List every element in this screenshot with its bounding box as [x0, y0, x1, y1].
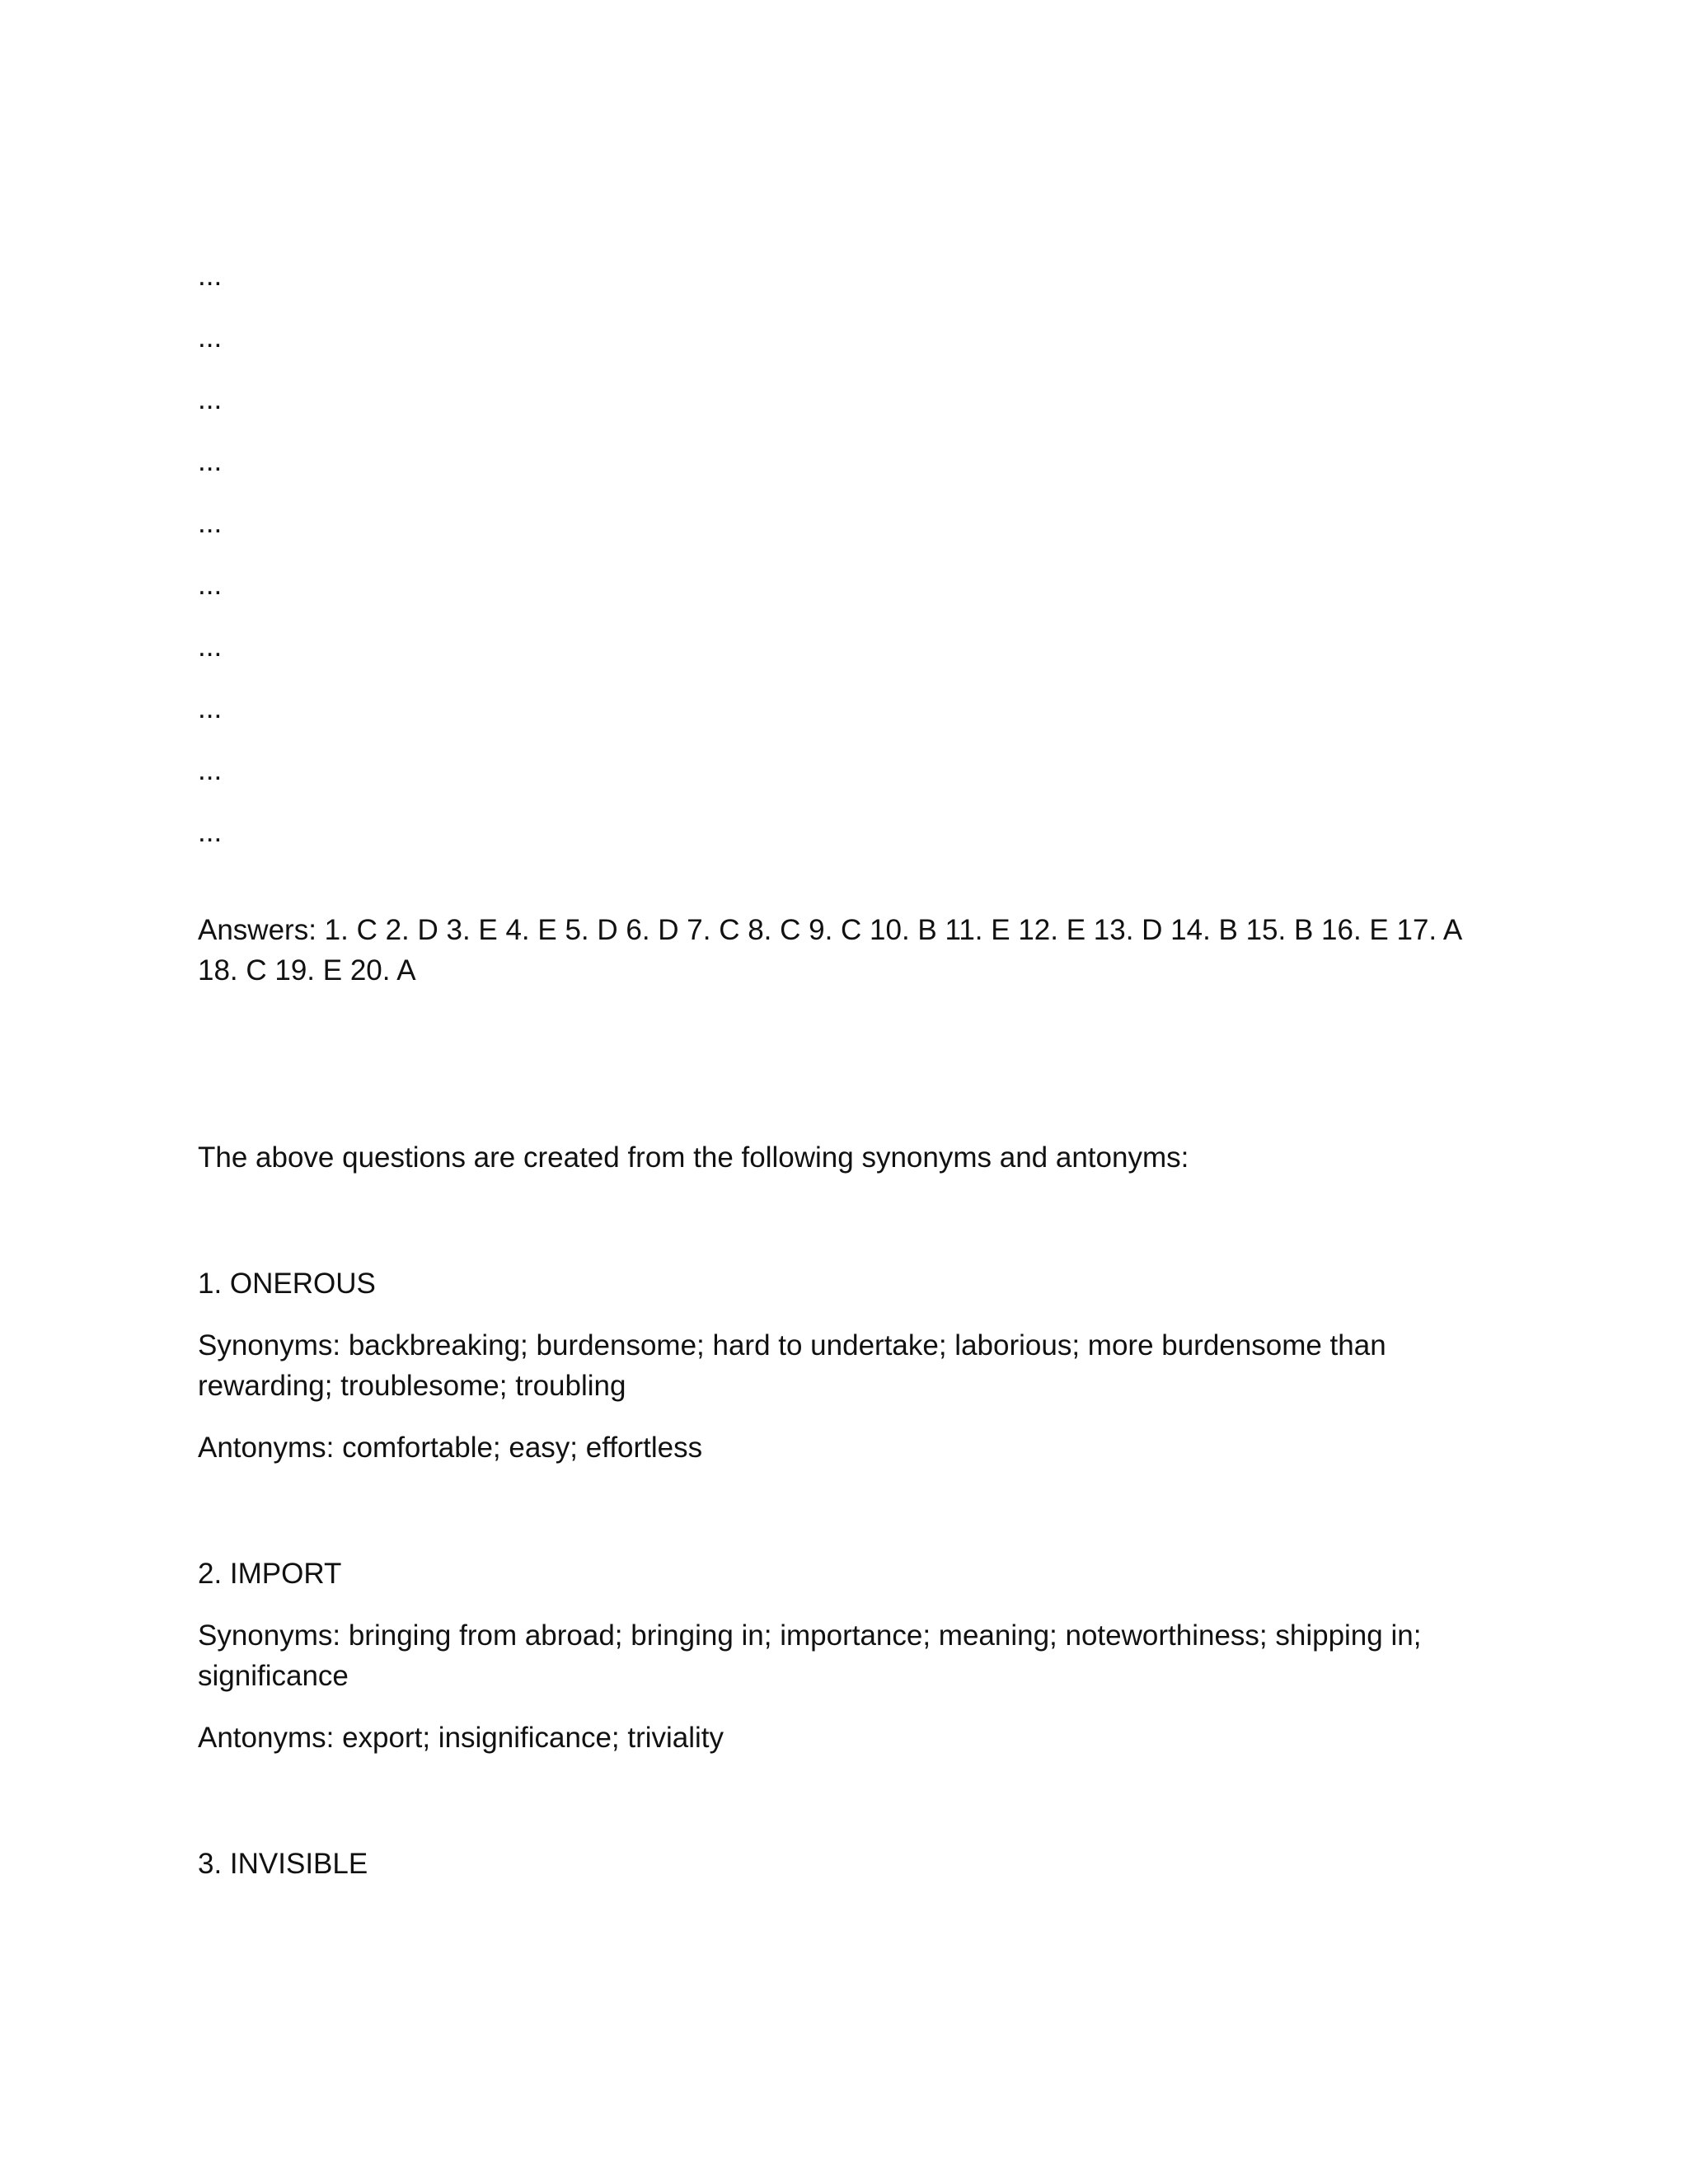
ellipsis-line: ...: [198, 383, 223, 415]
entry-synonyms: Synonyms: backbreaking; burdensome; hard to undertake; laborious; more burdensome than rewarding; troublesome; troubling: [198, 1329, 1386, 1402]
entry-title: 2. IMPORT: [198, 1558, 342, 1590]
ellipsis-line: ...: [198, 630, 223, 663]
answer-key: Answers: 1. C 2. D 3. E 4. E 5. D 6. D 7. C 8. C 9. C 10. B 11. E 12. E 13. D 14. B 15. B 16. E 17. A 18. C 19. E 20. A: [198, 914, 1461, 987]
entry-synonyms: Synonyms: bringing from abroad; bringing in; importance; meaning; noteworthiness; shipping in; significance: [198, 1619, 1422, 1692]
ellipsis-line: ...: [198, 754, 223, 786]
entry-invisible: [198, 1844, 1484, 1884]
ellipsis-line: ...: [198, 507, 223, 539]
entry-title: 1. ONEROUS: [198, 1268, 376, 1300]
ellipsis-line: ...: [198, 692, 223, 724]
entry-antonyms: Antonyms: export; insignificance; triviality: [198, 1722, 724, 1754]
ellipsis-line: ...: [198, 816, 223, 848]
document-body: [198, 255, 1484, 1884]
entry-onerous: [198, 1263, 1484, 1468]
ellipsis-line: ...: [198, 569, 223, 601]
entry-import: [198, 1554, 1484, 1758]
entry-antonyms: Antonyms: comfortable; easy; effortless: [198, 1432, 703, 1464]
omitted-questions-list: [198, 255, 1484, 852]
ellipsis-line: ...: [198, 260, 223, 292]
entry-title: 3. INVISIBLE: [198, 1848, 368, 1880]
ellipsis-line: ...: [198, 445, 223, 477]
intro-paragraph: The above questions are created from the following synonyms and antonyms:: [198, 1141, 1189, 1174]
ellipsis-line: ...: [198, 321, 223, 354]
